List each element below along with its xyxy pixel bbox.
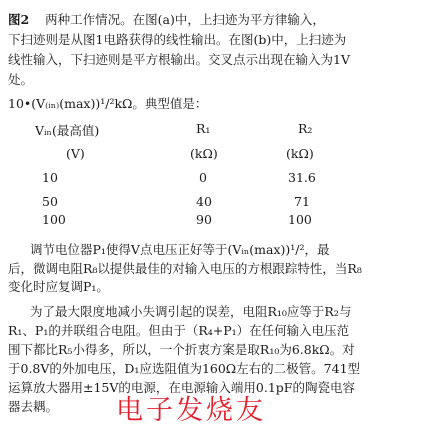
paragraph-line: 调节电位器P₁使得V点电压正好等于(Vᵢₙ(max))¹/²，最 [30,242,330,257]
paragraph-line: 围下都比R₅小得多，所以，一个折衷方案是取R₁₀为6.8kΩ。对 [8,342,355,357]
table-header-unit: (V) [66,146,85,161]
table-cell: 71 [294,194,310,209]
table-cell: 100 [42,212,66,227]
table-cell: 90 [196,212,212,227]
paragraph-line: 后，微调电阻R₈以提供最佳的对输入电压的方根跟踪特性，当R₈ [8,261,362,276]
caption-line: 两种工作情况。在图(a)中，上扫迹为平方律输入， [45,12,325,27]
table-header: R₂ [298,121,313,136]
table-cell: 50 [42,194,58,209]
formula-line: 10•(V₍ᵢₙ₎(max))¹/²kΩ。典型值是： [8,96,208,111]
table-cell: 31.6 [288,170,316,185]
table-cell: 40 [196,194,212,209]
table-cell: 100 [288,212,312,227]
caption-line: 处。 [8,72,34,87]
watermark-logo: 电子发烧友 [116,395,266,426]
table-header: R₁ [196,121,211,136]
paragraph-line: R₁、P₁的并联组合电阻。但由于（R₄+P₁）在任何输入电压范 [8,323,350,338]
paragraph-line: 于0.8V的外加电压，D₁应选阻值为160Ω左右的二极管。741型 [8,361,361,376]
paragraph-line: 为了最大限度地减小失调引起的误差，电阻R₁₀应等于R₂与 [30,304,352,319]
paragraph-line: 器去耦。 [8,399,59,414]
caption-label: 图2 [8,12,30,27]
paragraph-line: 变化时应复调P₁。 [8,279,109,294]
table-cell: 10 [42,170,58,185]
paragraph-line: 运算放大器用±15V的电源，在电源输入端用0.1pF的陶瓷电容 [8,380,355,395]
table-header-unit: (kΩ) [190,146,218,161]
caption-line: 线性输入，下扫迹则是平方根输出。交叉点示出现在输入为1V [8,52,350,67]
table-header: Vᵢₙ(最高值) [35,123,100,138]
table-cell: 0 [199,170,207,185]
table-header-unit: (kΩ) [286,146,314,161]
caption-line: 下扫迹则是从图1电路获得的线性输出。在图(b)中，上扫迹为 [8,32,347,47]
